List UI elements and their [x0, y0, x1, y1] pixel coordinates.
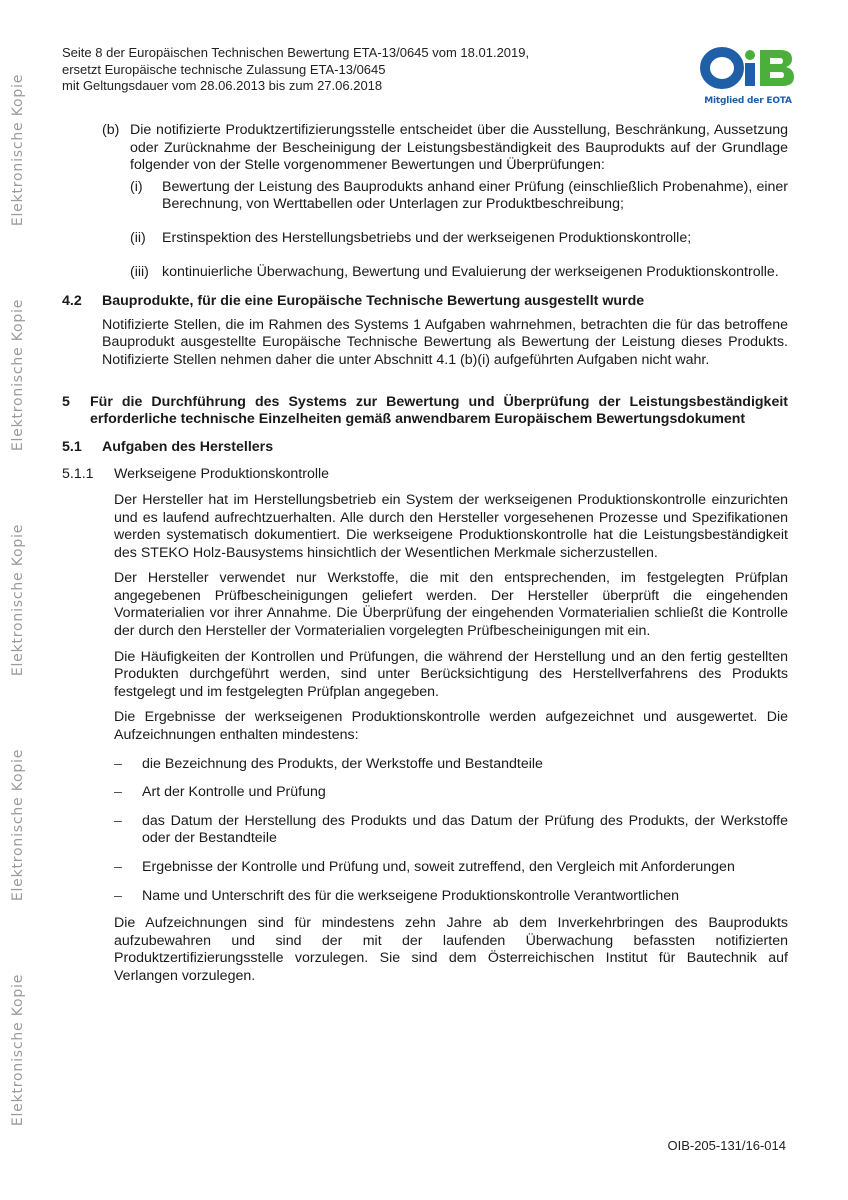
logo-subtitle: Mitglied der EOTA — [704, 96, 792, 106]
list-item — [114, 756, 788, 774]
list-item-b — [102, 122, 788, 175]
header-line-3: mit Geltungsdauer vom 28.06.2013 bis zum 27.06.2018 — [62, 78, 383, 93]
section-heading-5 — [62, 394, 788, 429]
list-item — [114, 888, 788, 906]
list-item — [114, 813, 788, 848]
item-label: (iii) — [130, 263, 149, 280]
page-header — [62, 45, 529, 95]
section-number: 5.1.1 — [62, 466, 94, 483]
list-item-text: die Bezeichnung des Produkts, der Werkstoffe und Bestandteile — [142, 755, 543, 772]
oib-logo-icon — [700, 45, 796, 91]
section-heading-4-2 — [62, 293, 788, 311]
watermark — [4, 510, 34, 690]
section-number: 5.1 — [62, 438, 82, 455]
item-label: (ii) — [130, 229, 146, 246]
list-item-text: Art der Kontrolle und Prüfung — [142, 784, 326, 801]
list-item-text: Name und Unterschrift des für die werkseigene Produktionskontrolle Verantwortlichen — [142, 887, 680, 904]
list-item — [114, 859, 788, 877]
watermark-text: Elektronische Kopie — [10, 523, 27, 677]
dash-bullet: – — [114, 812, 122, 829]
watermark — [4, 960, 34, 1140]
section-number: 5 — [62, 393, 70, 410]
watermark-text: Elektronische Kopie — [10, 298, 27, 452]
item-text: Die notifizierte Produktzertifizierungsstelle entscheidet über die Ausstellung, Beschränkung, Aussetzung oder Zurücknahme der Bescheinigung der Leistungsbeständigkeit des Bauprodukts auf der Grundlage folgender von der Stelle vorgenommener Bewertungen und Überprüfungen: — [130, 122, 788, 174]
sub-item-iii — [130, 264, 788, 282]
document-body — [62, 122, 788, 986]
section-heading-5-1 — [62, 439, 788, 457]
document-number: OIB-205-131/16-014 — [667, 1138, 786, 1153]
sub-item-i — [130, 179, 788, 214]
item-label: (b) — [102, 122, 120, 138]
section-number: 4.2 — [62, 293, 82, 310]
header-line-2: ersetzt Europäische technische Zulassung ETA-13/0645 — [62, 61, 386, 77]
paragraph: Der Hersteller hat im Herstellungsbetrieb ein System der werkseigenen Produktionskontrolle einzurichten und es laufend aufrechtzuerhalten. Alle durch den Hersteller vorgesehenen Prozesse und Spezifikationen werden systematisch dokumentiert. Die werkseigene Produktionskontrolle hat die Leistungsbeständigkeit des STEKO Holz-Bausystems hinsichtlich der Wesentlichen Merkmale sicherzustellen. — [114, 491, 788, 561]
oib-logo — [700, 45, 796, 105]
paragraph: Die Ergebnisse der werkseigenen Produktionskontrolle werden aufgezeichnet und ausgewertet. Die Aufzeichnungen enthalten mindestens: — [114, 709, 788, 744]
dash-bullet: – — [114, 755, 122, 772]
list-item-text: das Datum der Herstellung des Produkts und das Datum der Prüfung des Produkts, der Werkstoffe oder der Bestandteile — [142, 812, 788, 847]
dash-bullet: – — [114, 887, 122, 904]
watermark — [4, 285, 34, 465]
closing-paragraph: Die Aufzeichnungen sind für mindestens zehn Jahre ab dem Inverkehrbringen des Bauprodukts aufzubewahren und sind der mit der laufenden Überwachung befassten notifizierten Produktzertifizierungsstelle vorzulegen. Sie sind dem Österreichischen Institut für Bautechnik auf Verlangen vorzulegen. — [114, 915, 788, 984]
watermark-text: Elektronische Kopie — [10, 73, 27, 227]
header-line-1: Seite 8 der Europäischen Technischen Bewertung ETA-13/0645 vom 18.01.2019, — [62, 45, 530, 60]
list-item-text: Ergebnisse der Kontrolle und Prüfung und, soweit zutreffend, den Vergleich mit Anforderungen — [142, 859, 735, 875]
section-title: Bauprodukte, für die eine Europäische Technische Bewertung ausgestellt wurde — [102, 293, 645, 310]
dash-bullet: – — [114, 859, 122, 875]
watermark-text: Elektronische Kopie — [10, 973, 27, 1127]
watermark — [4, 60, 34, 240]
record-list — [114, 756, 788, 906]
item-text: Erstinspektion des Herstellungsbetriebs und der werkseigenen Produktionskontrolle; — [162, 229, 692, 246]
section-title: Für die Durchführung des Systems zur Bewertung und Überprüfung der Leistungsbeständigkeit erforderliche technische Einzelheiten gemäß anwendbarem Europäischem Bewertungsdokument — [90, 393, 788, 428]
watermark — [4, 735, 34, 915]
item-text: kontinuierliche Überwachung, Bewertung und Evaluierung der werkseigenen Produktionskontrolle. — [162, 263, 779, 280]
item-text: Bewertung der Leistung des Bauprodukts anhand einer Prüfung (einschließlich Probenahme), einer Berechnung, von Werttabellen oder Unterlagen zur Produktbeschreibung; — [162, 178, 788, 213]
section-title: Werkseigene Produktionskontrolle — [114, 466, 330, 483]
section-title: Aufgaben des Herstellers — [102, 438, 274, 455]
item-label: (i) — [130, 178, 143, 195]
section-heading-5-1-1 — [62, 466, 788, 484]
dash-bullet: – — [114, 784, 122, 801]
watermark-text: Elektronische Kopie — [10, 748, 27, 902]
list-item — [114, 784, 788, 802]
paragraph: Die Häufigkeiten der Kontrollen und Prüfungen, die während der Herstellung und an den fertig gestellten Produkten durchgeführt werden, sind unter Berücksichtigung des Herstellverfahrens des Produkts festgelegt und im festgelegten Prüfplan angegeben. — [114, 648, 788, 700]
sub-item-ii — [130, 230, 788, 248]
paragraph: Der Hersteller verwendet nur Werkstoffe, die mit den entsprechenden, im festgelegten Prüfplan angegebenen Prüfbescheinigungen geliefert werden. Der Hersteller überprüft die eingehenden Vormaterialien vor ihrer Annahme. Die Überprüfung der eingehenden Vormaterialien schließt die Kontrolle der durch den Hersteller der Vormaterialien vorgelegten Prüfbescheinigungen mit ein. — [114, 570, 788, 640]
section-4-2-paragraph: Notifizierte Stellen, die im Rahmen des Systems 1 Aufgaben wahrnehmen, betrachten die für das betroffene Bauprodukt ausgestellte Europäische Technische Bewertung als Bewertung der Leistung dieses Produkts. Notifizierte Stellen nehmen daher die unter Abschnitt 4.1 (b)(i) aufgeführten Aufgaben nicht wahr. — [102, 316, 788, 368]
